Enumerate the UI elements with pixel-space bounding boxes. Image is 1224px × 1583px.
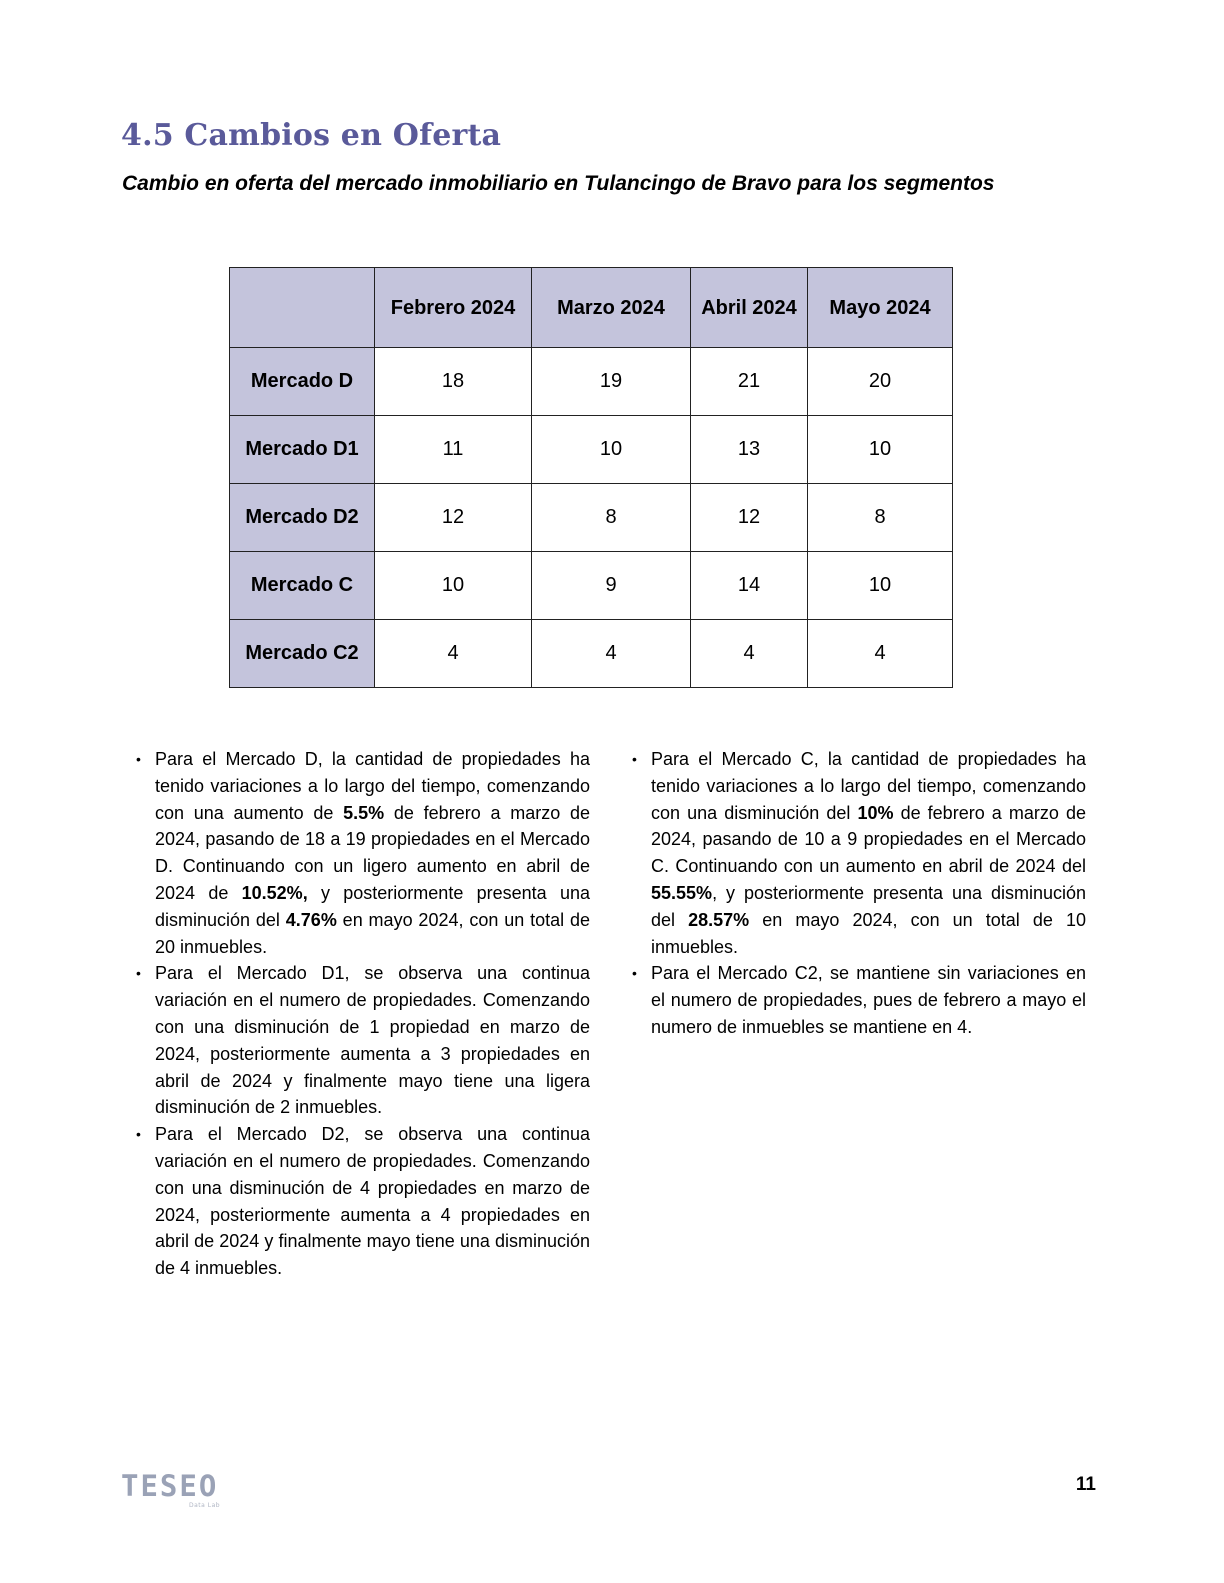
bold-percentage: 55.55% (651, 882, 713, 903)
table-cell: 13 (691, 416, 808, 484)
bullet-text: Para el Mercado C, la cantidad de propiedades ha tenido variaciones a lo largo del tiempo, comenzando con una disminución del (651, 749, 1086, 823)
table-row (230, 348, 953, 416)
bold-percentage: 4.76% (285, 909, 337, 930)
bullet-icon: • (136, 1126, 141, 1143)
list-item (136, 1121, 590, 1282)
table-cell: 12 (691, 484, 808, 552)
column-header: Marzo 2024 (532, 268, 691, 348)
table-cell: 19 (532, 348, 691, 416)
table-cell: 9 (532, 552, 691, 620)
table-cell: 12 (375, 484, 532, 552)
list-item (136, 960, 590, 1121)
table-cell: 10 (808, 416, 953, 484)
bullet-text: en mayo 2024, con un total de 10 inmuebles. (651, 909, 1086, 957)
table-row (230, 552, 953, 620)
table-cell: 8 (532, 484, 691, 552)
list-item (136, 746, 590, 960)
table-cell: 4 (808, 620, 953, 688)
section-heading: 4.5 Cambios en Oferta (121, 118, 502, 153)
bullet-text: en mayo 2024, con un total de 20 inmuebles. (155, 909, 590, 957)
column-header: Febrero 2024 (375, 268, 532, 348)
column-header: Mayo 2024 (808, 268, 953, 348)
row-header: Mercado D2 (230, 484, 375, 552)
logo-wordmark: TESEO (121, 1469, 219, 1503)
table-corner-cell (230, 268, 375, 348)
row-header: Mercado C2 (230, 620, 375, 688)
row-header: Mercado C (230, 552, 375, 620)
logo-subtext: Data Lab (189, 1502, 221, 1509)
bold-percentage: 10.52%, (241, 882, 308, 903)
table-cell: 21 (691, 348, 808, 416)
table-cell: 4 (532, 620, 691, 688)
bullet-text: Para el Mercado D1, se observa una continua variación en el numero de propiedades. Comenzando con una disminución de 1 propiedad en marzo de 2024, posteriormente aumenta a 3 propiedades en abril de 2024 y finalmente mayo tiene una ligera disminución de 2 inmuebles. (155, 963, 590, 1118)
table-cell: 10 (808, 552, 953, 620)
bullet-text: y posteriormente presenta una disminución del (155, 882, 590, 930)
list-item (632, 746, 1086, 960)
table-cell: 8 (808, 484, 953, 552)
section-subtitle: Cambio en oferta del mercado inmobiliario en Tulancingo de Bravo para los segmentos (122, 172, 995, 195)
table-row (230, 484, 953, 552)
bullet-icon: • (136, 965, 141, 982)
table-row (230, 416, 953, 484)
analysis-list-right (632, 746, 1086, 1041)
bullet-text: Para el Mercado D2, se observa una continua variación en el numero de propiedades. Comenzando con una disminución de 4 propiedades en marzo de 2024, posteriormente aumenta a 4 propiedades en abril de 2024 y finalmente mayo tiene una disminución de 4 inmuebles. (155, 1124, 590, 1279)
bullet-text: de febrero a marzo de 2024, pasando de 18 a 19 propiedades en el Mercado D. Continuando con un ligero aumento en abril de 2024 de (155, 802, 590, 903)
bold-percentage: 5.5% (343, 802, 385, 823)
table-cell: 18 (375, 348, 532, 416)
bold-percentage: 10% (857, 802, 894, 823)
bullet-text: , y posteriormente presenta una disminución del (651, 882, 1086, 930)
bullet-text: Para el Mercado C2, se mantiene sin variaciones en el numero de propiedades, pues de febrero a mayo el numero de inmuebles se mantiene en 4. (651, 963, 1086, 1037)
table-cell: 10 (375, 552, 532, 620)
table-cell: 14 (691, 552, 808, 620)
table-header-row (230, 268, 953, 348)
table-cell: 11 (375, 416, 532, 484)
teseo-logo (121, 1470, 220, 1509)
row-header: Mercado D (230, 348, 375, 416)
analysis-list-left (136, 746, 590, 1282)
column-header: Abril 2024 (691, 268, 808, 348)
bullet-icon: • (136, 751, 141, 767)
page-number: 11 (1075, 1474, 1096, 1495)
row-header: Mercado D1 (230, 416, 375, 484)
list-item (632, 960, 1086, 1040)
bullet-text: de febrero a marzo de 2024, pasando de 10 a 9 propiedades en el Mercado C. Continuando con un aumento en abril de 2024 del (651, 802, 1086, 877)
bullet-icon: • (632, 751, 637, 767)
bullet-text: Para el Mercado D, la cantidad de propiedades ha tenido variaciones a lo largo del tiempo, comenzando con una aumento de (155, 749, 590, 823)
bold-percentage: 28.57% (688, 909, 750, 930)
table-cell: 10 (532, 416, 691, 484)
bullet-icon: • (632, 965, 637, 982)
table-cell: 4 (375, 620, 532, 688)
supply-table (229, 267, 953, 688)
table-cell: 20 (808, 348, 953, 416)
table-row (230, 620, 953, 688)
table-cell: 4 (691, 620, 808, 688)
